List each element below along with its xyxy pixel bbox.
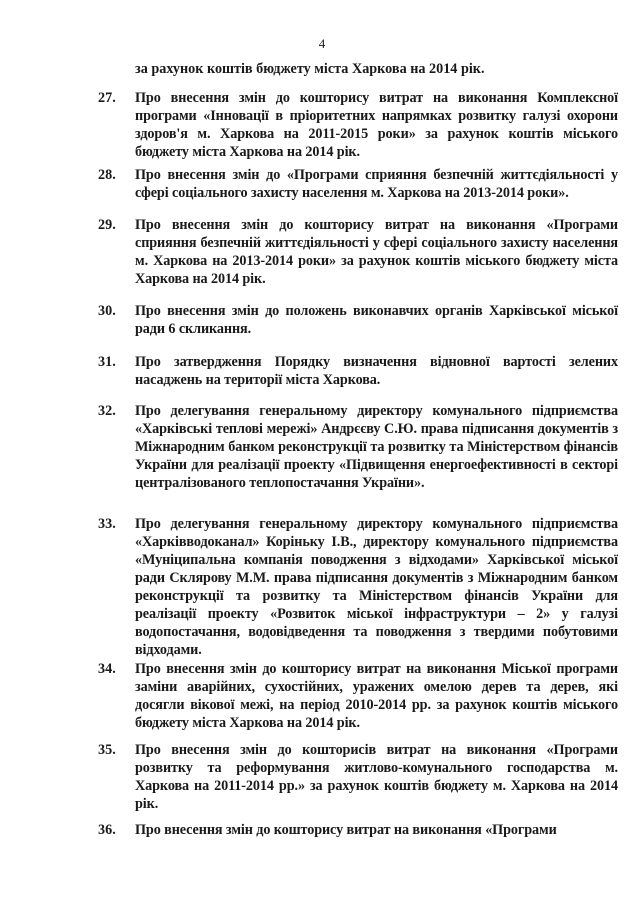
list-item <box>98 89 618 161</box>
item-number: 35. <box>98 742 116 758</box>
item-number: 32. <box>98 403 116 419</box>
page-number: 4 <box>318 36 326 51</box>
list-item <box>98 302 618 338</box>
item-number: 33. <box>98 516 116 532</box>
list-item <box>98 821 618 839</box>
item-text: Про внесення змін до кошторису витрат на виконання «Програми сприяння безпечній життєдіяльності у сфері соціального захисту населення м. Харкова на 2013-2014 роки» за рахунок коштів міського бюджету міста Харкова на 2014 рік. <box>135 217 618 287</box>
item-text: Про внесення змін до «Програми сприяння безпечній життєдіяльності у сфері соціального захисту населення м. Харкова на 2013-2014 роки». <box>135 167 618 201</box>
item-number: 27. <box>98 90 116 106</box>
item-text: Про затвердження Порядку визначення відновної вартості зелених насаджень на території міста Харкова. <box>135 354 618 388</box>
item-text: Про внесення змін до кошторису витрат на виконання Комплексної програми «Інновації в пріоритетних напрямках розвитку галузі охорони здоров'я м. Харкова на 2011-2015 роки» за рахунок коштів міського бюджету міста Харкова на 2014 рік. <box>135 90 618 160</box>
list-item <box>98 216 618 288</box>
list-item <box>98 402 618 492</box>
item-number: 29. <box>98 217 116 233</box>
continuation-text: за рахунок коштів бюджету міста Харкова на 2014 рік. <box>135 61 485 77</box>
item-text: Про делегування генеральному директору комунального підприємства «Харківські теплові мережі» Андрєєву С.Ю. права підписання документів з Міжнародним банком реконструкції та розвитку та Міністерством фінансів України для реалізації проекту «Підвищення енергоефективності в секторі централізованого теплопостачання України». <box>135 403 618 491</box>
item-text: Про внесення змін до положень виконавчих органів Харківської міської ради 6 скликання. <box>135 303 618 337</box>
item-number: 31. <box>98 354 116 370</box>
item-number: 34. <box>98 661 116 677</box>
list-item <box>98 166 618 202</box>
list-item <box>98 515 618 659</box>
item-number: 30. <box>98 303 116 319</box>
list-item <box>98 660 618 732</box>
item-number: 28. <box>98 167 116 183</box>
item-number: 36. <box>98 822 116 838</box>
item-text: Про делегування генеральному директору комунального підприємства «Харківводоканал» Коріньку І.В., директору комунального підприємства «Муніципальна компанія поводження з відходами» Харківської міської ради Склярову М.М. права підписання документів з Міжнародним банком реконструкції та розвитку та Міністерством фінансів України для реалізації проекту «Розвиток міської інфраструктури – 2» у галузі водопостачання, водовідведення та поводження з твердими побутовими відходами. <box>135 516 618 658</box>
item-text: Про внесення змін до кошторису витрат на виконання «Програми <box>135 822 557 838</box>
item-text: Про внесення змін до кошторисів витрат на виконання «Програми розвитку та реформування житлово-комунального господарства м. Харкова на 2011-2014 рр.» за рахунок коштів бюджету м. Харкова на 2014 рік. <box>135 742 618 812</box>
list-item <box>98 353 618 389</box>
item-text: Про внесення змін до кошторису витрат на виконання Міської програми заміни аварійних, сухостійних, уражених омелою дерев та дерев, які досягли вікової межі, на період 2010-2014 рр. за рахунок коштів міського бюджету міста Харкова на 2014 рік. <box>135 661 618 731</box>
list-item <box>98 741 618 813</box>
